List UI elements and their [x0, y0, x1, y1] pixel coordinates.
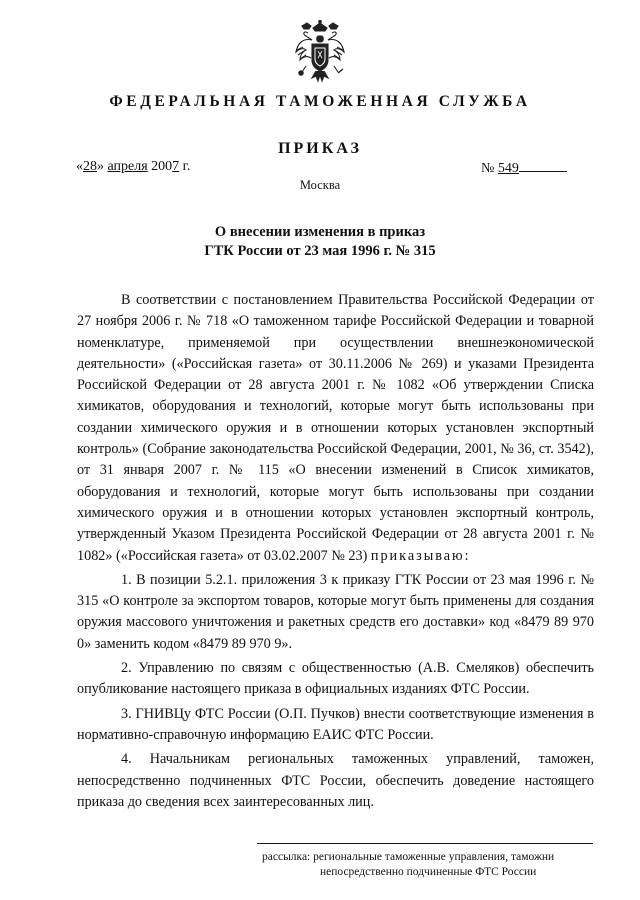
date-month: апреля [107, 159, 148, 174]
list-item: 3. ГНИВЦу ФТС России (О.П. Пучков) внести соответствующие изменения в нормативно-справочную информацию ЕАИС ФТС России. [77, 705, 594, 743]
order-number [481, 159, 567, 177]
list-item: 2. Управлению по связям с общественностью (А.В. Смеляков) обеспечить опубликование настоящего приказа в официальных изданиях ФТС России. [77, 660, 594, 698]
date-close-quote: » [97, 159, 104, 174]
list-item: 1. В позиции 5.2.1. приложения 3 к приказу ГТК России от 23 мая 1996 г. № 315 «О контроле за экспортом товаров, которые могут быть применены для создания оружия массового уничтожения и ракетных средств его доставки» код «8479 89 970 0» заменить кодом «8479 89 970 9». [77, 571, 594, 652]
number-value: 549 [497, 161, 519, 176]
list-item: 4. Начальникам региональных таможенных управлений, таможен, непосредственно подчиненных ФТС России, обеспечить доведение настоящего приказа до сведения всех заинтересованных лиц. [77, 751, 594, 810]
document-type: ПРИКАЗ [278, 140, 362, 157]
order-subject [0, 223, 640, 261]
coat-of-arms-emblem [294, 20, 346, 84]
distribution-line-1: рассылка: региональные таможенные управления, таможни [262, 851, 555, 863]
subject-line-1: О внесении изменения в приказ [214, 224, 426, 240]
date-year-prefix: 200 [151, 159, 173, 174]
order-date [76, 159, 190, 175]
date-open-quote: « [76, 159, 83, 174]
agency-name: ФЕДЕРАЛЬНАЯ ТАМОЖЕННАЯ СЛУЖБА [109, 93, 531, 110]
subject-line-2: ГТК России от 23 мая 1996 г. № 315 [204, 243, 436, 259]
number-underline [519, 159, 567, 172]
preamble-text: В соответствии с постановлением Правительства Российской Федерации от 27 ноября 2006 г. № 718 «О таможенном тарифе Российской Федерации и товарной номенклатуре, применяемой при осуществлении внешнеэкономической деятельности» («Российская газета» от 30.11.2006 № 269) и указами Президента Российской Федерации от 28 августа 2001 г. № 1082 «Об утверждении Списка химикатов, оборудования и технологий, которые могут быть использованы при создании химического оружия и в отношении которых установлен экспортный контроль» (Собрание законодательства Российской Федерации, 2001, № 36, ст. 3542), от 31 января 2007 г. № 115 «О внесении изменений в Список химикатов, оборудования и технологий, которые могут быть использованы при создании химического оружия и в отношении которых установлен экспортный контроль, утвержденный Указом Президента Российской Федерации от 28 августа 2001 г. № 1082» («Российская газета» от 03.02.2007 № 23) [77, 292, 594, 564]
distribution-divider [257, 843, 593, 844]
date-day: 28 [83, 159, 97, 174]
distribution-line-2: непосредственно подчиненные ФТС России [320, 866, 537, 878]
distribution-list [262, 850, 590, 880]
order-body [77, 290, 594, 813]
date-year-suffix: г. [179, 159, 191, 174]
number-prefix: № [481, 161, 498, 176]
date-year-digit: 7 [172, 159, 180, 174]
city: Москва [299, 178, 341, 192]
preamble-paragraph [77, 290, 594, 567]
order-word: приказываю: [370, 547, 471, 564]
